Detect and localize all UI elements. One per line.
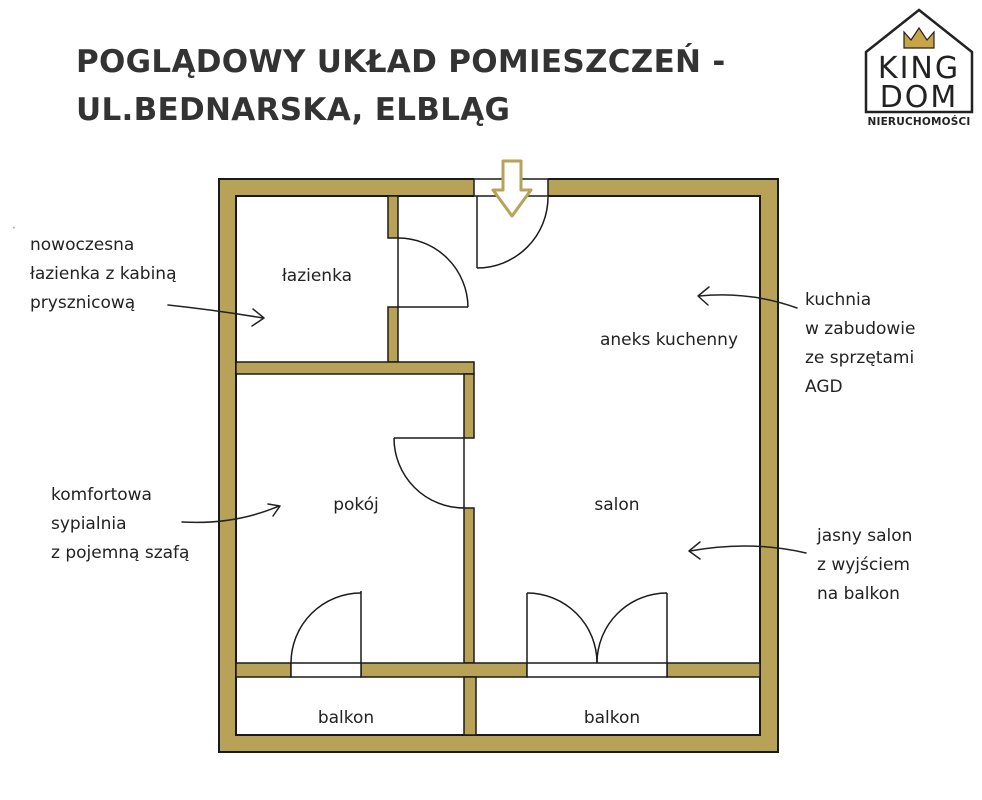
logo-line-1: KING <box>877 51 961 86</box>
note-living-line-2: z wyjściem <box>817 555 910 575</box>
balcony-wall-right <box>667 663 760 677</box>
room-label-bedroom: pokój <box>333 495 379 515</box>
bathroom-door <box>398 238 468 307</box>
room-label-balcony-right: balkon <box>583 708 641 728</box>
callout-arrow-bathroom <box>168 305 264 326</box>
note-living <box>817 522 912 609</box>
bathroom-east-wall-lower <box>388 307 398 362</box>
bedroom-balcony-door <box>291 591 361 677</box>
stray-mark: · <box>12 221 16 235</box>
note-kitchen <box>805 286 916 402</box>
title-line-2: UL.BEDNARSKA, ELBLĄG <box>76 92 511 128</box>
bedroom-east-wall-upper <box>464 374 474 438</box>
room-label-balcony-left: balkon <box>317 708 375 728</box>
balcony-wall-mid <box>361 663 527 677</box>
note-bedroom-line-3: z pojemną szafą <box>51 543 190 563</box>
bedroom-east-wall-lower <box>464 508 474 663</box>
balcony-divider <box>464 677 476 735</box>
bathroom-south-wall <box>236 362 474 374</box>
note-kitchen-line-4: AGD <box>805 377 843 397</box>
callout-arrow-kitchen <box>698 287 797 308</box>
note-bathroom-line-3: prysznicową <box>30 293 136 313</box>
note-bathroom-line-1: nowoczesna <box>30 235 135 255</box>
balcony-wall-left-a <box>236 663 291 677</box>
logo-line-2: DOM <box>879 80 959 115</box>
note-bathroom <box>30 231 177 318</box>
callout-arrow-living <box>689 542 806 559</box>
note-living-line-1: jasny salon <box>817 526 913 546</box>
room-label-bathroom: łazienka <box>281 266 353 286</box>
note-bedroom <box>51 481 189 568</box>
logo-caption: NIERUCHOMOŚCI <box>867 116 971 128</box>
room-label-kitchen: aneks kuchenny <box>599 330 739 350</box>
note-living-line-3: na balkon <box>817 584 900 604</box>
living-balcony-double-door <box>527 593 667 677</box>
room-label-living: salon <box>594 495 640 515</box>
note-kitchen-line-1: kuchnia <box>805 290 872 310</box>
note-bathroom-line-2: łazienka z kabiną <box>30 264 177 284</box>
bathroom-east-wall-upper <box>388 196 398 238</box>
note-kitchen-line-2: w zabudowie <box>805 319 916 339</box>
title-line-1: POGLĄDOWY UKŁAD POMIESZCZEŃ - <box>76 44 726 80</box>
entrance-arrow-icon <box>493 161 531 216</box>
note-bedroom-line-1: komfortowa <box>51 485 152 505</box>
note-kitchen-line-3: ze sprzętami <box>805 348 915 368</box>
note-bedroom-line-2: sypialnia <box>51 514 127 534</box>
bedroom-door <box>394 438 464 508</box>
